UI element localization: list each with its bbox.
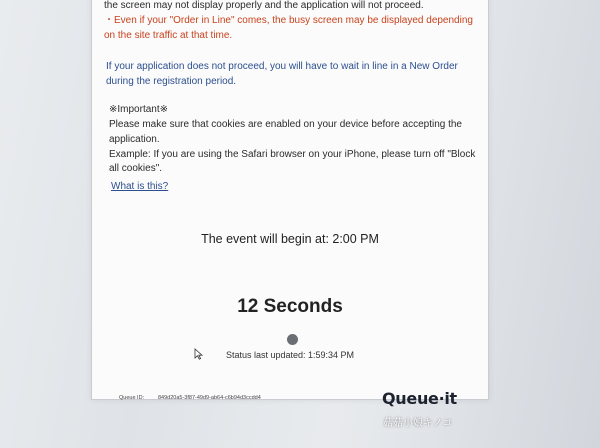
- what-is-this-link[interactable]: What is this?: [111, 181, 169, 192]
- queue-id-value: 849d20a5-3f87-49d9-ab64-c6b94d3ccdd4: [158, 395, 261, 401]
- important-heading: ※Important※: [109, 104, 168, 115]
- queue-id-label: Queue ID:: [119, 395, 145, 401]
- important-text-line: Example: If you are using the Safari browser on your iPhone, please turn off "Block: [109, 149, 476, 160]
- notice-text-line: If your application does not proceed, you will have to wait in line in a New Order: [106, 61, 458, 72]
- notice-text-line: during the registration period.: [106, 76, 237, 87]
- status-updated-text: Status last updated: 1:59:34 PM: [225, 350, 355, 360]
- queue-card: [91, 0, 489, 408]
- important-text-line: Please make sure that cookies are enabled on your device before accepting the: [109, 119, 462, 130]
- important-text-line: application.: [109, 134, 160, 145]
- loading-spinner-icon: [287, 334, 298, 345]
- warning-text-line: ・Even if your "Order in Line" comes, the busy screen may be displayed depending: [104, 15, 473, 26]
- info-text-line: the screen may not display properly and the application will not proceed.: [104, 0, 424, 11]
- watermark-text: 菇菇小娘キノコ: [383, 418, 453, 429]
- mouse-pointer-icon: [194, 348, 204, 360]
- event-begin-text: The event will begin at: 2:00 PM: [201, 232, 379, 246]
- queue-it-logo: Queue·it: [382, 389, 457, 408]
- countdown-timer: 12 Seconds: [237, 296, 343, 317]
- important-text-line: all cookies".: [109, 163, 163, 174]
- warning-text-line: on the site traffic at that time.: [104, 30, 233, 41]
